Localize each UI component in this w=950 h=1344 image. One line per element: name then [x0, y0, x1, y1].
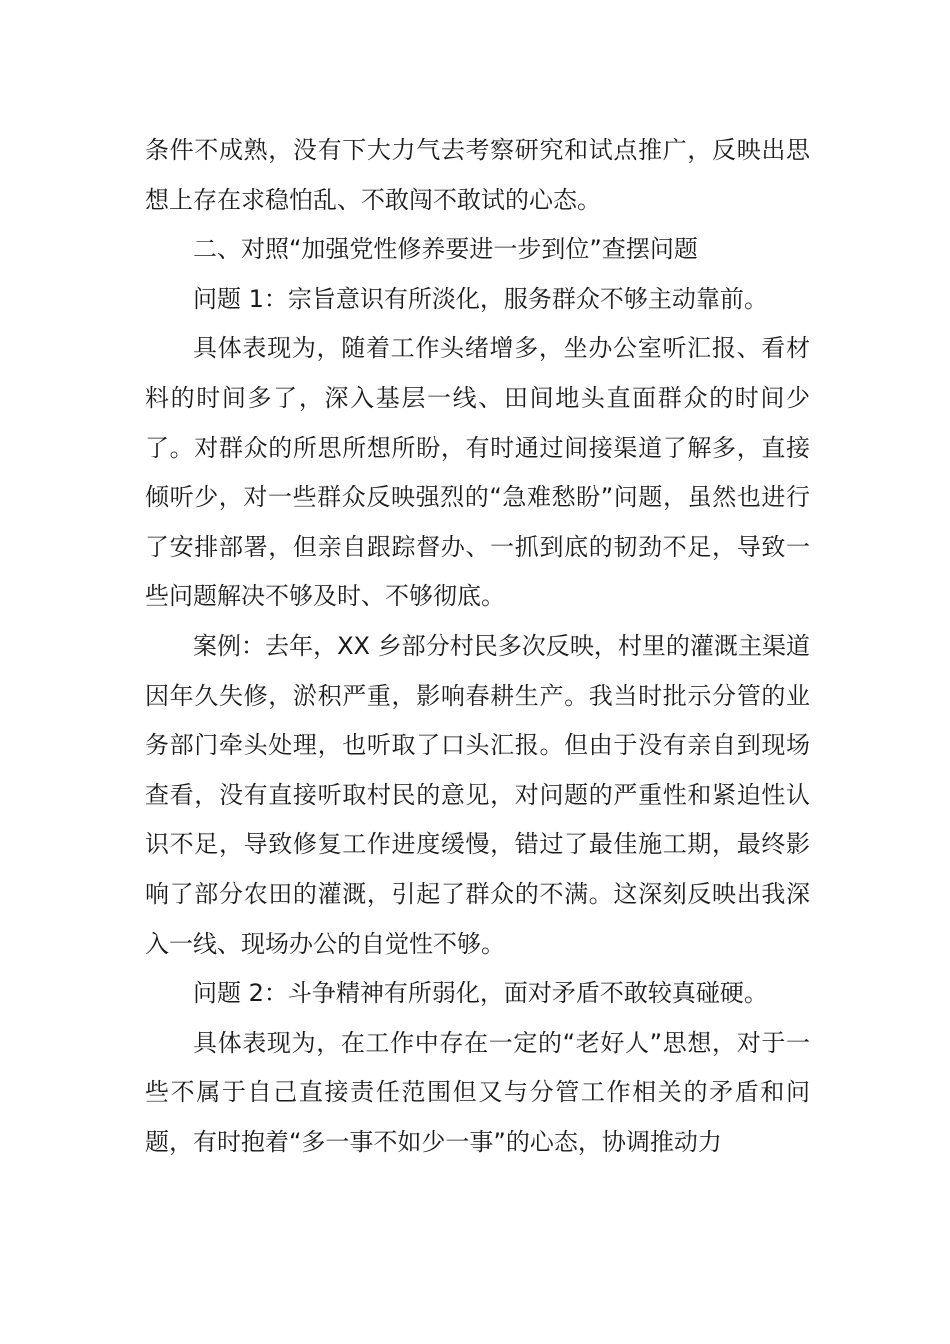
paragraph-continuation: 条件不成熟，没有下大力气去考察研究和试点推广，反映出思想上存在求稳怕乱、不敢闯不敢试的心态。: [145, 136, 810, 214]
document-body: [145, 126, 810, 1167]
problem-2-heading: 问题 2：斗争精神有所弱化，面对矛盾不敢较真碰硬。: [193, 979, 768, 1008]
problem-1-case: 案例：去年，XX 乡部分村民多次反映，村里的灌溉主渠道因年久失修，淤积严重，影响春耕生产。我当时批示分管的业务部门牵头处理，也听取了口头汇报。但由于没有亲自到现场查看，没有直接听取村民的意见，对问题的严重性和紧迫性认识不足，导致修复工作进度缓慢，错过了最佳施工期，最终影响了部分农田的灌溉，引起了群众的不满。这深刻反映出我深入一线、现场办公的自觉性不够。: [145, 631, 810, 958]
problem-2-description: 具体表现为，在工作中存在一定的“老好人”思想，对于一些不属于自己直接责任范围但又与分管工作相关的矛盾和问题，有时抱着“多一事不如少一事”的心态，协调推动力: [145, 1028, 810, 1156]
problem-1-description: 具体表现为，随着工作头绪增多，坐办公室听汇报、看材料的时间多了，深入基层一线、田间地头直面群众的时间少了。对群众的所思所想所盼，有时通过间接渠道了解多，直接倾听少，对一些群众反映强烈的“急难愁盼”问题，虽然也进行了安排部署，但亲自跟踪督办、一抓到底的韧劲不足，导致一些问题解决不够及时、不够彻底。: [145, 334, 810, 611]
section-heading-two: 二、对照“加强党性修养要进一步到位”查摆问题: [193, 235, 698, 264]
problem-1-heading: 问题 1：宗旨意识有所淡化，服务群众不够主动靠前。: [193, 284, 768, 313]
